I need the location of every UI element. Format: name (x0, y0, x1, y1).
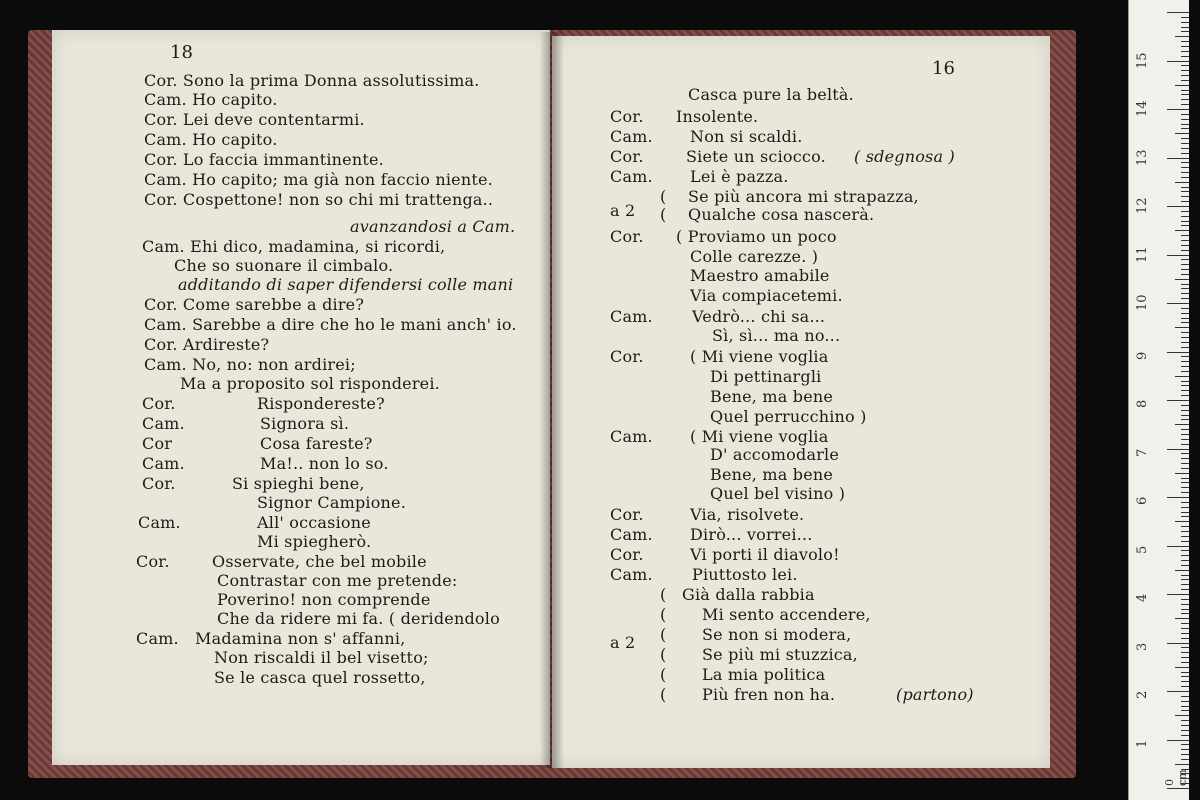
ruler-tick (1181, 662, 1189, 663)
ruler-tick (1181, 235, 1189, 236)
right-page-text-line: Bene, ma bene (710, 465, 834, 484)
left-page-text-line: Cor. Sono la prima Donna assolutissima. (144, 71, 480, 90)
left-page-text-line: Ma a proposito sol risponderei. (180, 374, 440, 393)
ruler-tick (1181, 371, 1189, 372)
left-page-text-line: Cam. Ho capito; ma già non faccio niente. (144, 170, 493, 189)
right-page-text-line: ( Mi viene voglia (690, 427, 829, 446)
left-page-text-line: All' occasione (257, 513, 371, 532)
ruler-tick (1181, 604, 1189, 605)
left-page-text-line: Si spieghi bene, (232, 474, 365, 493)
ruler-tick (1181, 516, 1189, 517)
right-page-text-line: Cor. (610, 227, 644, 246)
ruler-tick (1181, 70, 1189, 71)
ruler-tick (1181, 240, 1189, 241)
ruler-tick (1181, 167, 1189, 168)
ruler-tick (1175, 570, 1189, 571)
ruler-tick (1175, 473, 1189, 474)
ruler-tick (1181, 196, 1189, 197)
left-page-text-line: Ma!.. non lo so. (260, 454, 389, 473)
right-page-text-line: Via, risolvete. (690, 505, 805, 524)
ruler-tick (1181, 216, 1189, 217)
ruler-tick (1181, 395, 1189, 396)
right-page-text-line: Vedrò... chi sa... (692, 307, 826, 326)
ruler-tick (1181, 124, 1189, 125)
right-page-text-line: ( (660, 585, 667, 604)
right-page-text-line: Quel bel visino ) (710, 484, 846, 503)
ruler-tick (1181, 478, 1189, 479)
right-page-text-line: D' accomodarle (710, 445, 840, 464)
ruler-tick (1181, 191, 1189, 192)
ruler-tick (1167, 158, 1189, 159)
ruler-tick (1181, 575, 1189, 576)
ruler-tick (1181, 652, 1189, 653)
ruler-tick (1181, 512, 1189, 513)
ruler-tick (1181, 119, 1189, 120)
ruler-tick (1181, 482, 1189, 483)
ruler-tick (1181, 410, 1189, 411)
right-page-text-line: Bene, ma bene (710, 387, 834, 406)
ruler-tick (1181, 555, 1189, 556)
right-page-text-line: a 2 (610, 633, 636, 652)
left-page-text-line: Mi spiegherò. (257, 532, 372, 551)
ruler-tick (1181, 361, 1189, 362)
left-page-text-line: Signora sì. (260, 414, 350, 433)
ruler-tick (1181, 463, 1189, 464)
ruler-tick (1167, 206, 1189, 207)
ruler-tick (1181, 27, 1189, 28)
ruler-tick (1181, 730, 1189, 731)
ruler-tick (1181, 177, 1189, 178)
ruler-tick (1181, 487, 1189, 488)
ruler-tick (1181, 366, 1189, 367)
right-page-text-line: Se più mi stuzzica, (702, 645, 858, 664)
left-page-text-line: Cam. Ho capito. (144, 90, 278, 109)
left-page-text-line: Cor (142, 434, 173, 453)
left-page-text-line: Cor. (142, 474, 176, 493)
ruler-tick (1181, 754, 1189, 755)
ruler-tick (1181, 342, 1189, 343)
right-page-text-line: Via compiacetemi. (690, 286, 843, 305)
ruler-tick (1181, 458, 1189, 459)
right-page-text-line: Maestro amabile (690, 266, 830, 285)
left-page-text-line: Cor. Come sarebbe a dire? (144, 295, 365, 314)
ruler-tick (1181, 17, 1189, 18)
right-page-text-line: Qualche cosa nascerà. (688, 205, 875, 224)
right-page-text-line: Cor. (610, 147, 644, 166)
ruler-tick (1181, 681, 1189, 682)
ruler-unit-label: 0 cm (1163, 769, 1189, 786)
right-page-text-line: Cor. (610, 347, 644, 366)
ruler-tick (1175, 36, 1189, 37)
right-page-text-line: Vi porti il diavolo! (690, 545, 840, 564)
ruler-tick (1181, 541, 1189, 542)
right-page-text-line: ( (660, 645, 667, 664)
ruler-tick (1167, 497, 1189, 498)
ruler-tick (1175, 230, 1189, 231)
ruler-tick (1181, 94, 1189, 95)
right-page-text-line: Casca pure la beltà. (688, 85, 854, 104)
ruler-tick (1181, 405, 1189, 406)
measuring-ruler (1128, 0, 1189, 800)
ruler-tick (1181, 90, 1189, 91)
ruler-tick (1175, 133, 1189, 134)
ruler-tick (1181, 609, 1189, 610)
ruler-tick (1167, 61, 1189, 62)
ruler-tick (1181, 143, 1189, 144)
ruler-tick (1181, 172, 1189, 173)
right-page-text-line: Cam. (610, 167, 653, 186)
ruler-tick (1181, 221, 1189, 222)
ruler-number: 12 (1135, 197, 1150, 214)
ruler-tick (1181, 468, 1189, 469)
right-page-text-line: a 2 (610, 201, 636, 220)
left-page-text-line: Se le casca quel rossetto, (214, 668, 426, 687)
ruler-tick (1181, 65, 1189, 66)
right-page-text-line: Insolente. (676, 107, 759, 126)
right-page-text-line: ( (660, 205, 667, 224)
right-page-text-line: Siete un sciocco. (686, 147, 826, 166)
left-page-text-line: Cam. Sarebbe a dire che ho le mani anch' io. (144, 315, 517, 334)
ruler-number: 1 (1135, 739, 1150, 748)
left-page-text-line: Poverino! non comprende (217, 590, 431, 609)
ruler-number: 2 (1135, 690, 1150, 699)
ruler-tick (1181, 138, 1189, 139)
ruler-tick (1181, 187, 1189, 188)
ruler-tick (1181, 288, 1189, 289)
ruler-number: 8 (1135, 399, 1150, 408)
ruler-tick (1167, 352, 1189, 353)
ruler-tick (1181, 507, 1189, 508)
left-page-text-line: Signor Campione. (257, 493, 406, 512)
ruler-tick (1181, 211, 1189, 212)
ruler-number: 5 (1135, 545, 1150, 554)
ruler-tick (1181, 51, 1189, 52)
ruler-tick (1181, 148, 1189, 149)
ruler-tick (1175, 521, 1189, 522)
ruler-tick (1181, 579, 1189, 580)
ruler-tick (1181, 80, 1189, 81)
left-page-text-line: Cam. (138, 513, 181, 532)
right-page-text-line: Quel perrucchino ) (710, 407, 867, 426)
ruler-tick (1181, 245, 1189, 246)
ruler-tick (1181, 710, 1189, 711)
ruler-tick (1167, 643, 1189, 644)
ruler-tick (1181, 56, 1189, 57)
right-page-text-line: Cam. (610, 525, 653, 544)
right-page-text-line: ( (660, 685, 667, 704)
ruler-tick (1181, 293, 1189, 294)
left-page-text-line: Contrastar con me pretende: (217, 571, 458, 590)
left-page-text-line: Cam. (142, 414, 185, 433)
ruler-tick (1181, 444, 1189, 445)
ruler-tick (1167, 303, 1189, 304)
right-page-text-line: ( (660, 187, 667, 206)
ruler-tick (1175, 327, 1189, 328)
right-page-text-line: (partono) (896, 685, 974, 704)
right-page-text-line: Cor. (610, 107, 644, 126)
left-page-text-line: Cor. Lo faccia immantinente. (144, 150, 384, 169)
ruler-tick (1167, 740, 1189, 741)
ruler-tick (1181, 99, 1189, 100)
page-number-left: 18 (170, 42, 193, 63)
ruler-tick (1167, 691, 1189, 692)
ruler-tick (1181, 284, 1189, 285)
left-page-text-line: Cam. Ho capito. (144, 130, 278, 149)
ruler-tick (1181, 332, 1189, 333)
left-page-text-line: Che so suonare il cimbalo. (174, 256, 394, 275)
right-page-text-line: Cam. (610, 565, 653, 584)
ruler-number: 6 (1135, 496, 1150, 505)
ruler-tick (1181, 720, 1189, 721)
right-page-text-line: Mi sento accendere, (702, 605, 871, 624)
right-page (552, 36, 1050, 768)
ruler-tick (1181, 153, 1189, 154)
ruler-tick (1181, 584, 1189, 585)
left-page-text-line: Cam. No, no: non ardirei; (144, 355, 356, 374)
left-page-text-line: Che da ridere mi fa. ( deridendolo (217, 609, 500, 628)
left-page-text-line: Cor. (136, 552, 170, 571)
right-page-text-line: La mia politica (702, 665, 826, 684)
ruler-tick (1175, 182, 1189, 183)
ruler-tick (1181, 492, 1189, 493)
right-page-text-line: Cor. (610, 505, 644, 524)
ruler-tick (1181, 356, 1189, 357)
ruler-tick (1181, 419, 1189, 420)
ruler-tick (1181, 104, 1189, 105)
ruler-tick (1181, 225, 1189, 226)
book-gutter (540, 32, 564, 768)
ruler-number: 15 (1135, 51, 1150, 69)
ruler-number: 4 (1135, 593, 1150, 602)
ruler-tick (1181, 75, 1189, 76)
right-page-text-line: Già dalla rabbia (682, 585, 815, 604)
ruler-tick (1181, 706, 1189, 707)
ruler-tick (1181, 696, 1189, 697)
left-page-text-line: Cor. Lei deve contentarmi. (144, 110, 365, 129)
right-page-text-line: Non si scaldi. (690, 127, 803, 146)
ruler-tick (1181, 628, 1189, 629)
ruler-number: 14 (1135, 100, 1150, 117)
left-page-text-line: Non riscaldi il bel visetto; (214, 648, 429, 667)
ruler-number: 9 (1135, 351, 1150, 360)
right-page-text-line: Cam. (610, 427, 653, 446)
right-page-text-line: Cam. (610, 127, 653, 146)
ruler-tick (1181, 560, 1189, 561)
right-page-text-line: Colle carezze. ) (690, 247, 819, 266)
right-page-text-line: Cor. (610, 545, 644, 564)
ruler-tick (1167, 255, 1189, 256)
ruler-tick (1167, 109, 1189, 110)
ruler-tick (1181, 162, 1189, 163)
ruler-tick (1167, 449, 1189, 450)
ruler-tick (1181, 531, 1189, 532)
left-page-text-line: Cam. Ehi dico, madamina, si ricordi, (142, 237, 446, 256)
ruler-tick (1175, 279, 1189, 280)
ruler-tick (1181, 201, 1189, 202)
ruler-tick (1181, 259, 1189, 260)
ruler-tick (1181, 269, 1189, 270)
left-page-text-line: Cor. Cospettone! non so chi mi trattenga.. (144, 190, 494, 209)
ruler-tick (1167, 12, 1189, 13)
left-page-text-line: Cor. Ardireste? (144, 335, 270, 354)
ruler-number: 10 (1135, 294, 1150, 311)
right-page-text-line: Cam. (610, 307, 653, 326)
ruler-tick (1181, 647, 1189, 648)
ruler-tick (1181, 749, 1189, 750)
ruler-tick (1181, 701, 1189, 702)
ruler-tick (1181, 415, 1189, 416)
right-page-text-line: Più fren non ha. (702, 685, 836, 704)
ruler-tick (1181, 725, 1189, 726)
ruler-tick (1181, 536, 1189, 537)
ruler-tick (1181, 550, 1189, 551)
right-page-text-line: ( (660, 665, 667, 684)
ruler-tick (1167, 788, 1189, 789)
ruler-tick (1175, 618, 1189, 619)
ruler-number: 7 (1135, 448, 1150, 457)
ruler-tick (1181, 686, 1189, 687)
ruler-tick (1181, 526, 1189, 527)
ruler-tick (1181, 672, 1189, 673)
left-page-text-line: Cam. (142, 454, 185, 473)
ruler-tick (1181, 31, 1189, 32)
right-page-text-line: ( (660, 625, 667, 644)
ruler-tick (1181, 638, 1189, 639)
left-page-text-line: additando di saper difendersi colle mani (178, 275, 514, 294)
ruler-tick (1181, 390, 1189, 391)
right-page-text-line: ( (660, 605, 667, 624)
ruler-tick (1181, 385, 1189, 386)
ruler-tick (1181, 128, 1189, 129)
ruler-tick (1181, 250, 1189, 251)
left-page-text-line: Osservate, che bel mobile (212, 552, 427, 571)
ruler-tick (1181, 434, 1189, 435)
right-page-text-line: Lei è pazza. (690, 167, 789, 186)
ruler-tick (1181, 453, 1189, 454)
right-page-text-line: Sì, sì... ma no... (712, 326, 841, 345)
ruler-tick (1181, 308, 1189, 309)
ruler-tick (1181, 322, 1189, 323)
ruler-number: 13 (1135, 148, 1150, 166)
ruler-tick (1181, 318, 1189, 319)
left-page-text-line: avanzandosi a Cam. (350, 217, 516, 236)
right-page-text-line: Se non si modera, (702, 625, 852, 644)
left-page-text-line: Cosa fareste? (260, 434, 373, 453)
right-page-text-line: Di pettinargli (710, 367, 822, 386)
right-page-text-line: ( Mi viene voglia (690, 347, 829, 366)
ruler-tick (1181, 337, 1189, 338)
right-page-text-line: ( Proviamo un poco (676, 227, 837, 246)
ruler-tick (1181, 264, 1189, 265)
left-page-text-line: Cam. (136, 629, 179, 648)
ruler-tick (1181, 565, 1189, 566)
right-page-text-line: Dirò... vorrei... (690, 525, 813, 544)
ruler-tick (1181, 623, 1189, 624)
right-page-text-line: ( sdegnosa ) (854, 147, 955, 166)
left-page (52, 30, 550, 765)
ruler-tick (1175, 715, 1189, 716)
left-page-text-line: Cor. (142, 394, 176, 413)
ruler-tick (1181, 347, 1189, 348)
ruler-tick (1181, 298, 1189, 299)
ruler-tick (1181, 599, 1189, 600)
ruler-tick (1181, 633, 1189, 634)
left-page-text-line: Madamina non s' affanni, (195, 629, 406, 648)
ruler-tick (1167, 594, 1189, 595)
ruler-tick (1181, 439, 1189, 440)
ruler-tick (1181, 676, 1189, 677)
ruler-tick (1175, 424, 1189, 425)
ruler-tick (1181, 657, 1189, 658)
ruler-tick (1181, 46, 1189, 47)
ruler-tick (1167, 400, 1189, 401)
ruler-tick (1167, 546, 1189, 547)
ruler-tick (1175, 376, 1189, 377)
ruler-tick (1181, 313, 1189, 314)
right-page-text-line: Piuttosto lei. (692, 565, 798, 584)
ruler-number: 11 (1135, 245, 1150, 263)
ruler-tick (1181, 735, 1189, 736)
ruler-tick (1181, 744, 1189, 745)
ruler-tick (1181, 613, 1189, 614)
right-page-text-line: Se più ancora mi strapazza, (688, 187, 919, 206)
ruler-tick (1181, 589, 1189, 590)
ruler-tick (1181, 274, 1189, 275)
ruler-number: 3 (1135, 642, 1150, 651)
ruler-tick (1175, 667, 1189, 668)
ruler-tick (1181, 41, 1189, 42)
page-number-right: 16 (932, 58, 955, 79)
ruler-tick (1181, 381, 1189, 382)
left-page-text-line: Rispondereste? (257, 394, 385, 413)
ruler-tick (1181, 429, 1189, 430)
ruler-tick (1175, 85, 1189, 86)
ruler-tick (1181, 22, 1189, 23)
ruler-tick (1181, 502, 1189, 503)
ruler-tick (1181, 114, 1189, 115)
